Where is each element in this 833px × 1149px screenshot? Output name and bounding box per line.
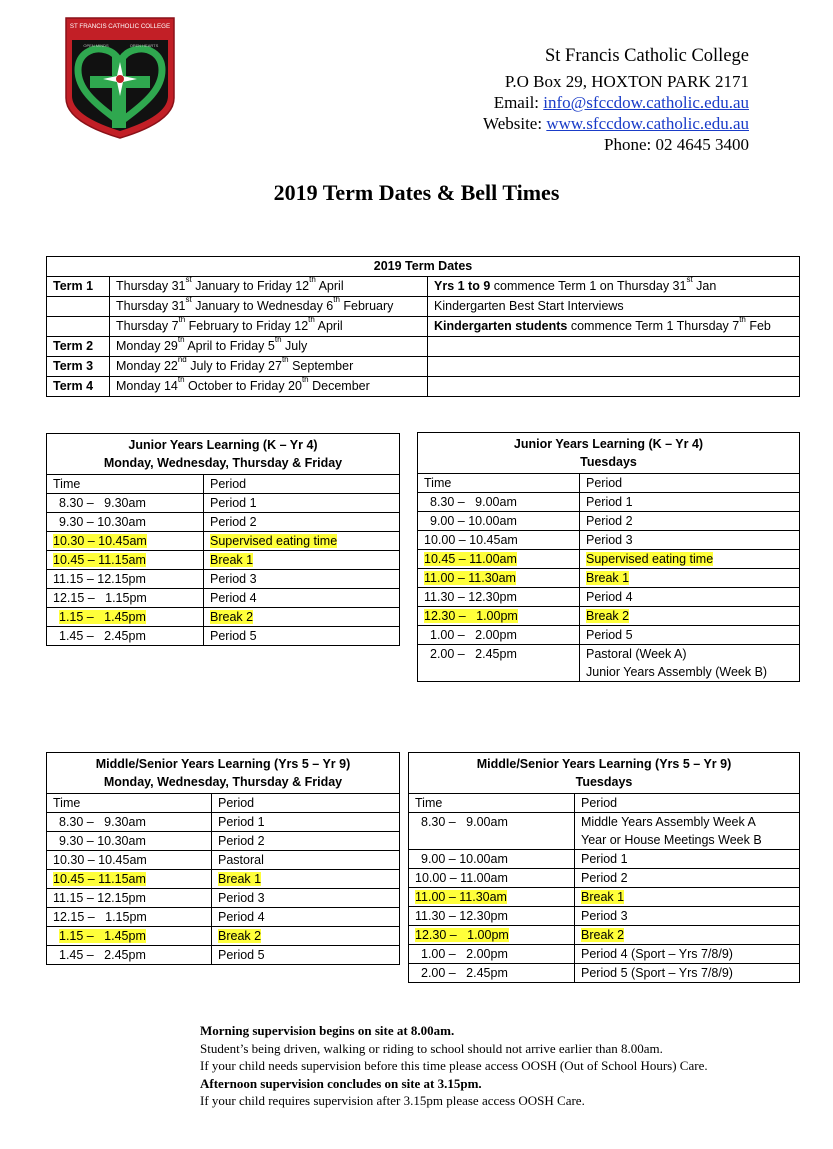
bell-period: Break 1 [586,571,630,585]
bell-period: Break 1 [218,872,262,886]
bell-time: 10.45 – 11.15am [53,553,146,567]
bell-table-title-line2: Monday, Wednesday, Thursday & Friday [103,456,343,470]
term-note [428,357,800,377]
term-dates: Thursday 31st January to Wednesday 6th February [110,297,428,317]
bell-row [47,870,400,889]
bell-row [418,569,800,588]
bell-row [418,531,800,550]
bell-time: 10.45 – 11.15am [53,872,146,886]
email-line [494,92,749,113]
bell-row [47,832,400,851]
term-label [47,317,110,337]
bell-row [47,513,400,532]
bell-table-title [47,434,400,475]
term-dates-heading: 2019 Term Dates [47,257,800,277]
bell-table-title-line1: Junior Years Learning (K – Yr 4) [128,438,318,452]
junior-tuesday-bell-table [417,432,800,682]
bell-row [409,813,800,850]
senior-mwtf-bell-table [46,752,400,965]
bell-period: Period 5 (Sport – Yrs 7/8/9) [581,966,733,980]
bell-time: 12.30 – 1.00pm [415,928,509,942]
bell-row [47,927,400,946]
website-label: Website: [483,114,543,133]
bell-period: Period 4 [218,910,265,924]
bell-period: Period 4 (Sport – Yrs 7/8/9) [581,947,733,961]
afternoon-supervision-heading: Afternoon supervision concludes on site at 3.15pm. [200,1075,482,1091]
page-title: 2019 Term Dates & Bell Times [273,180,560,205]
bell-row [418,493,800,512]
term-note-bold: Kindergarten students [434,319,568,333]
term-note-text: Kindergarten Best Start Interviews [434,299,624,313]
college-crest-logo [62,14,178,140]
bell-time: 10.45 – 11.00am [424,552,517,566]
bell-period: Period 5 [586,628,633,642]
bell-time: 1.15 – 1.45pm [59,610,146,624]
bell-row [409,926,800,945]
bell-period: Period 2 [210,515,257,529]
bell-time: 2.00 – 2.45pm [430,647,517,661]
column-header-period: Period [575,794,800,813]
bell-row [418,588,800,607]
bell-period: Period 1 [210,496,257,510]
term-note [428,297,800,317]
column-header-period: Period [580,474,800,493]
bell-row [47,946,400,965]
senior-tuesday-bell-table [408,752,800,983]
bell-row [418,550,800,569]
po-box: P.O Box 29, HOXTON PARK 2171 [504,72,749,91]
bell-table-title [47,753,400,794]
website-line [483,113,749,134]
bell-table-title-line1: Middle/Senior Years Learning (Yrs 5 – Yr 9) [95,757,351,771]
bell-period: Period 3 [586,533,633,547]
term-row [47,297,800,317]
bell-time: 11.30 – 12.30pm [415,909,508,923]
bell-time: 11.00 – 11.30am [415,890,507,904]
term-label [47,297,110,317]
bell-table-title [409,753,800,794]
bell-table-title-line2: Tuesdays [580,455,637,469]
term-row [47,357,800,377]
bell-period-line2: Year or House Meetings Week B [581,833,762,847]
bell-row [409,850,800,869]
bell-period: Period 1 [586,495,633,509]
bell-time: 10.30 – 10.45am [53,534,147,548]
term-note [428,317,800,337]
bell-time: 8.30 – 9.30am [59,815,146,829]
bell-row [47,570,400,589]
term-note-text: commence Term 1 on Thursday 31st Jan [490,275,717,293]
bell-time: 11.00 – 11.30am [424,571,516,585]
bell-row [418,607,800,626]
bell-table-title-line1: Junior Years Learning (K – Yr 4) [513,437,704,451]
bell-period: Period 2 [218,834,265,848]
term-label: Term 2 [47,337,110,357]
bell-time: 10.30 – 10.45am [53,853,147,867]
column-header-time: Time [418,474,580,493]
bell-row [47,908,400,927]
morning-supervision-line1: Student’s being driven, walking or riding to school should not arrive earlier than 8.00am. [200,1040,663,1056]
bell-table-title [418,433,800,474]
bell-period: Break 2 [581,928,625,942]
term-note [428,277,800,297]
bell-period: Pastoral (Week A) [586,647,687,661]
term-dates: Thursday 31st January to Friday 12th April [110,277,428,297]
term-dates: Monday 29th April to Friday 5th July [110,337,428,357]
bell-row [409,907,800,926]
bell-row [418,626,800,645]
term-note-text: commence Term 1 Thursday 7th Feb [567,315,771,333]
bell-row [418,512,800,531]
bell-period-line2: Junior Years Assembly (Week B) [586,665,768,679]
bell-row [409,888,800,907]
supervision-notes [200,1022,780,1110]
phone: Phone: 02 4645 3400 [604,135,749,154]
morning-supervision-line2: If your child needs supervision before this time please access OOSH (Out of School Hours) Care. [200,1058,708,1073]
bell-time: 10.00 – 10.45am [424,533,518,547]
bell-period: Period 1 [581,852,628,866]
bell-row [409,869,800,888]
bell-period: Supervised eating time [210,534,338,548]
bell-period: Period 5 [218,948,265,962]
bell-time: 11.30 – 12.30pm [424,590,517,604]
bell-time: 10.00 – 11.00am [415,871,508,885]
term-label: Term 4 [47,377,110,397]
term-label: Term 1 [47,277,110,297]
bell-period: Period 4 [210,591,257,605]
term-note [428,377,800,397]
term-row [47,377,800,397]
column-header-time: Time [47,475,204,494]
bell-time: 1.15 – 1.45pm [59,929,146,943]
bell-period: Break 1 [210,553,254,567]
column-header-period: Period [204,475,400,494]
column-header-time: Time [47,794,212,813]
crest-motto-right: OPEN HEARTS [129,43,159,48]
bell-period: Period 2 [586,514,633,528]
term-dates: Thursday 7th February to Friday 12th April [110,317,428,337]
bell-period: Period 2 [581,871,628,885]
bell-row [47,889,400,908]
bell-period: Supervised eating time [586,552,714,566]
bell-time: 8.30 – 9.00am [430,495,517,509]
bell-time: 9.00 – 10.00am [430,514,517,528]
term-row [47,317,800,337]
crest-name-text: ST FRANCIS CATHOLIC COLLEGE [69,23,171,30]
term-row [47,277,800,297]
email-link[interactable]: info@sfccdow.catholic.edu.au [543,93,749,112]
bell-time: 12.15 – 1.15pm [53,591,147,605]
bell-period: Period 3 [210,572,257,586]
bell-period: Break 2 [210,610,254,624]
column-header-period: Period [212,794,400,813]
bell-period: Break 2 [218,929,262,943]
bell-period: Period 3 [581,909,628,923]
bell-period: Period 3 [218,891,265,905]
term-label: Term 3 [47,357,110,377]
bell-time: 12.15 – 1.15pm [53,910,147,924]
bell-time: 8.30 – 9.30am [59,496,146,510]
bell-period: Pastoral [218,853,264,867]
bell-row [47,494,400,513]
bell-time: 1.45 – 2.45pm [59,948,146,962]
bell-table-title-line2: Tuesdays [575,775,633,789]
bell-time: 8.30 – 9.00am [421,815,508,829]
bell-time: 2.00 – 2.45pm [421,966,508,980]
term-dates: Monday 14th October to Friday 20th December [110,377,428,397]
website-link[interactable]: www.sfccdow.catholic.edu.au [546,114,749,133]
bell-table-title-line2: Monday, Wednesday, Thursday & Friday [103,775,343,789]
column-header-time: Time [409,794,575,813]
bell-time: 9.00 – 10.00am [421,852,508,866]
bell-row [47,551,400,570]
bell-time: 11.15 – 12.15pm [53,572,146,586]
bell-time: 9.30 – 10.30am [59,834,146,848]
bell-row [47,532,400,551]
bell-period: Period 5 [210,629,257,643]
junior-mwtf-bell-table [46,433,400,646]
bell-row [409,945,800,964]
term-note-bold: Yrs 1 to 9 [434,279,491,293]
bell-time: 1.00 – 2.00pm [430,628,517,642]
bell-row [409,964,800,983]
bell-period: Break 2 [586,609,630,623]
bell-period: Period 4 [586,590,633,604]
bell-table-title-line1: Middle/Senior Years Learning (Yrs 5 – Yr 9) [476,757,732,771]
bell-period: Middle Years Assembly Week A [581,815,756,829]
school-name: St Francis Catholic College [545,46,749,66]
term-note [428,337,800,357]
term-dates-table [46,256,800,397]
bell-period: Period 1 [218,815,265,829]
bell-time: 1.45 – 2.45pm [59,629,146,643]
term-row [47,337,800,357]
bell-row [47,608,400,627]
bell-time: 12.30 – 1.00pm [424,609,518,623]
bell-row [47,851,400,870]
bell-row [47,627,400,646]
crest-motto-left: OPEN MINDS [83,43,109,48]
bell-time: 9.30 – 10.30am [59,515,146,529]
bell-row [418,645,800,682]
bell-row [47,813,400,832]
bell-period: Break 1 [581,890,625,904]
bell-time: 1.00 – 2.00pm [421,947,508,961]
morning-supervision-heading: Morning supervision begins on site at 8.00am. [200,1023,455,1038]
bell-row [47,589,400,608]
afternoon-supervision-line: If your child requires supervision after 3.15pm please access OOSH Care. [200,1093,585,1108]
term-dates: Monday 22nd July to Friday 27th September [110,357,428,377]
bell-time: 11.15 – 12.15pm [53,891,146,905]
email-label: Email: [493,93,540,112]
